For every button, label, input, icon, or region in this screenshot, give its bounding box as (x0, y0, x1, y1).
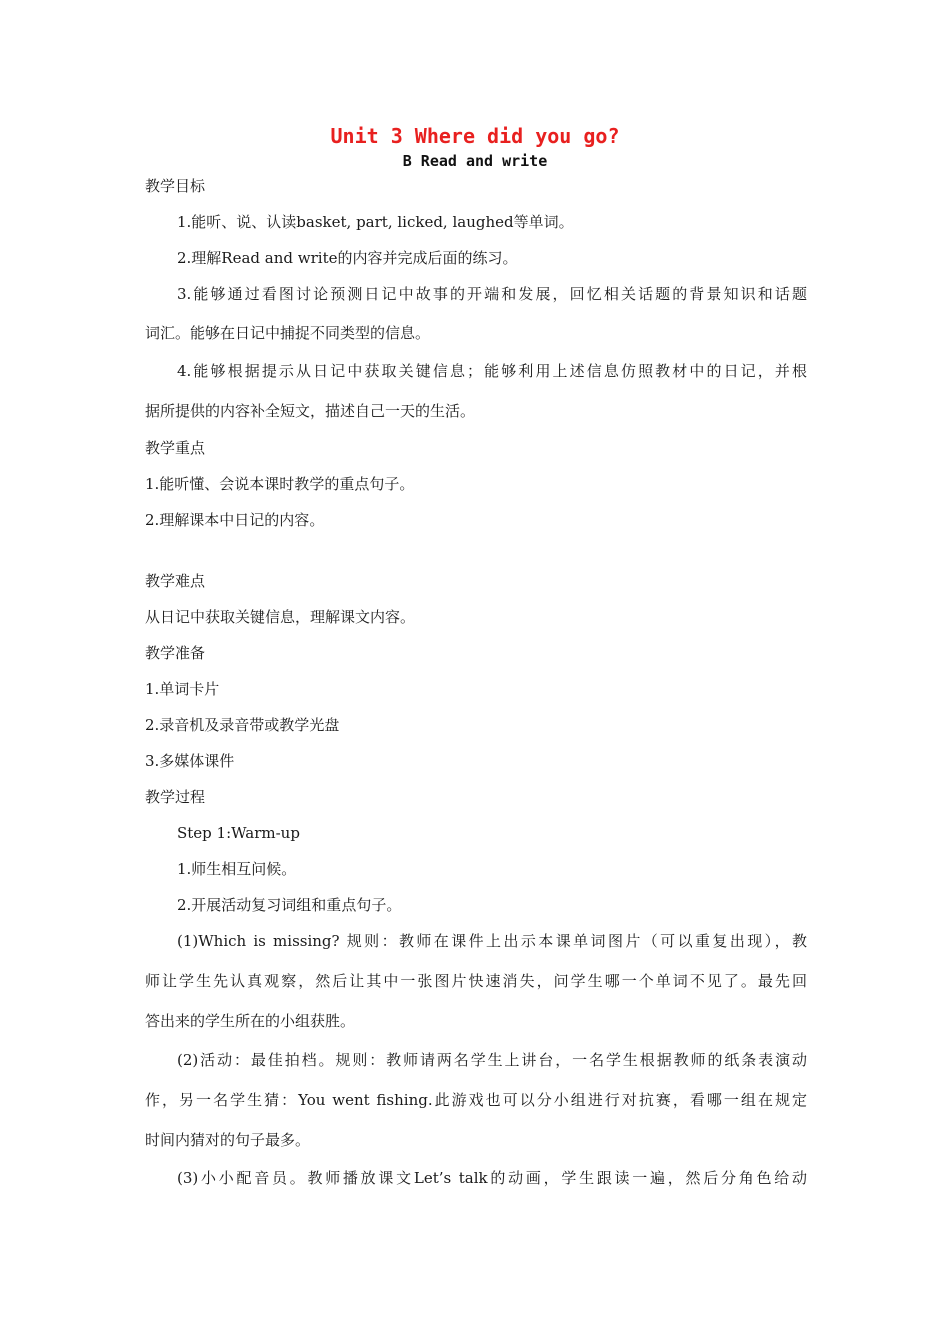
section-heading-difficulties: 教学难点 (145, 572, 206, 590)
section-heading-preparation: 教学准备 (145, 644, 206, 662)
activity-paragraph-line: 师让学生先认真观察，然后让其中一张图片快速消失，问学生哪一个单词不见了。最先回 (145, 972, 807, 990)
step-item: 2.开展活动复习词组和重点句子。 (177, 896, 402, 914)
activity-paragraph-line: 作，另一名学生猜：You went fishing.此游戏也可以分小组进行对抗赛，看哪一组在规定 (145, 1091, 807, 1109)
document-subtitle: B Read and write (402, 152, 548, 170)
activity-paragraph-line: 时间内猜对的句子最多。 (145, 1131, 311, 1149)
preparation-item: 2.录音机及录音带或教学光盘 (145, 716, 340, 734)
objective-item: 2.理解Read and write的内容并完成后面的练习。 (177, 249, 518, 267)
key-point-item: 1.能听懂、会说本课时教学的重点句子。 (145, 475, 415, 493)
section-heading-objectives: 教学目标 (145, 177, 206, 195)
difficulties-text: 从日记中获取关键信息，理解课文内容。 (145, 608, 416, 626)
section-heading-process: 教学过程 (145, 788, 206, 806)
activity-paragraph-line: (2)活动：最佳拍档。规则：教师请两名学生上讲台，一名学生根据教师的纸条表演动 (177, 1051, 807, 1069)
objective-item: 4.能够根据提示从日记中获取关键信息；能够利用上述信息仿照教材中的日记，并根 (177, 362, 807, 380)
objective-item: 3.能够通过看图讨论预测日记中故事的开端和发展，回忆相关话题的背景知识和话题 (177, 285, 807, 303)
key-point-item: 2.理解课本中日记的内容。 (145, 511, 325, 529)
section-heading-key-points: 教学重点 (145, 439, 206, 457)
preparation-item: 1.单词卡片 (145, 680, 220, 698)
objective-item-continued: 词汇。能够在日记中捕捉不同类型的信息。 (145, 324, 431, 342)
step-heading: Step 1:Warm-up (177, 824, 300, 842)
activity-paragraph-line: 答出来的学生所在的小组获胜。 (145, 1012, 356, 1030)
objective-item: 1.能听、说、认读basket, part, licked, laughed等单词。 (177, 213, 574, 231)
activity-paragraph-line: (1)Which is missing? 规则：教师在课件上出示本课单词图片（可以重复出现），教 (177, 932, 807, 950)
step-item: 1.师生相互问候。 (177, 860, 297, 878)
activity-paragraph-line: (3)小小配音员。教师播放课文Let’s talk的动画，学生跟读一遍，然后分角色给动 (177, 1169, 807, 1187)
preparation-item: 3.多媒体课件 (145, 752, 235, 770)
document-title: Unit 3 Where did you go? (330, 124, 620, 148)
objective-item-continued: 据所提供的内容补全短文，描述自己一天的生活。 (145, 402, 476, 420)
